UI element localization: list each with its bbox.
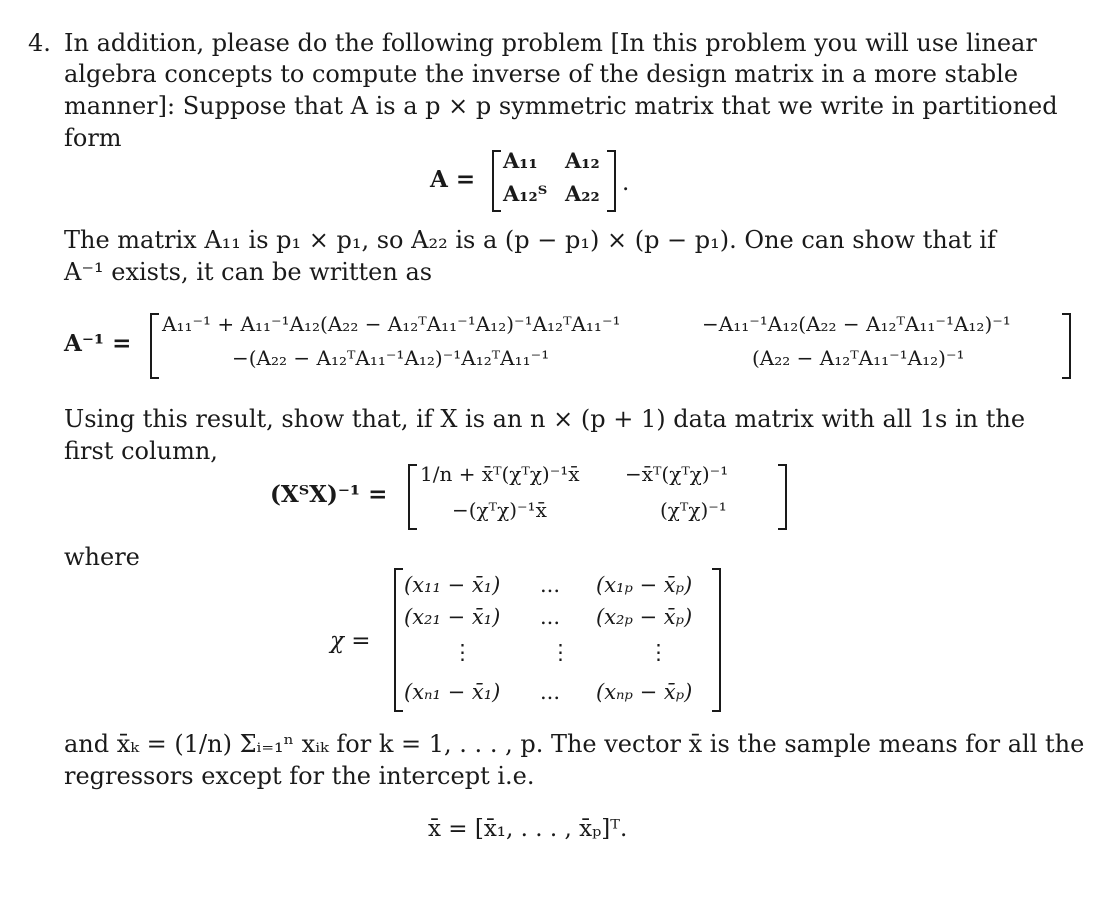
eq4-row2-col2: ... <box>540 605 561 629</box>
para2-line-1: The matrix A₁₁ is p₁ × p₁, so A₂₂ is a (p − p₁) × (p − p₁). One can show that if <box>64 226 996 254</box>
eq3-r2c1: −(χᵀχ)⁻¹x̄ <box>452 498 547 522</box>
para3-line-2: first column, <box>64 437 218 465</box>
eq1-left-bracket <box>492 150 501 212</box>
eq3-left-bracket <box>408 464 417 530</box>
eq4-left-bracket <box>394 568 403 712</box>
eq4-row3-col2: ⋮ <box>550 640 571 664</box>
problem-line-1: In addition, please do the following problem [In this problem you will use linear <box>64 29 1037 57</box>
eq4-row3-col1: ⋮ <box>452 640 473 664</box>
eq2-r2c2: (A₂₂ − A₁₂ᵀA₁₁⁻¹A₁₂)⁻¹ <box>752 346 965 370</box>
problem-number: 4. <box>28 29 51 57</box>
eq1-lhs: A = <box>430 166 476 193</box>
eq2-right-bracket <box>1062 313 1071 379</box>
eq4-row1-col2: ... <box>540 573 561 597</box>
eq1-a21: A₁₂ᵀ <box>503 181 548 206</box>
eq2-left-bracket <box>150 313 159 379</box>
eq1-a22: A₂₂ <box>565 181 600 206</box>
problem-line-4: form <box>64 124 122 152</box>
where-label: where <box>64 543 140 571</box>
eq4-row4-col1: (xₙ₁ − x̄₁) <box>404 680 501 704</box>
problem-line-3: manner]: Suppose that A is a p × p symmetric matrix that we write in partitioned <box>64 92 1058 120</box>
eq3-right-bracket <box>778 464 787 530</box>
eq3-lhs: (XᵀX)⁻¹ = <box>270 481 388 508</box>
eq4-row2-col1: (x₂₁ − x̄₁) <box>404 605 501 629</box>
eq1-a11: A₁₁ <box>503 148 538 173</box>
para4-line-2: regressors except for the intercept i.e. <box>64 762 535 790</box>
eq4-row4-col3: (xₙₚ − x̄ₚ) <box>596 680 693 704</box>
eq4-row1-col1: (x₁₁ − x̄₁) <box>404 573 501 597</box>
eq4-lhs: χ = <box>330 628 371 654</box>
eq4-row1-col3: (x₁ₚ − x̄ₚ) <box>596 573 693 597</box>
eq3-r1c2: −x̄ᵀ(χᵀχ)⁻¹ <box>625 462 729 486</box>
para4-line-1: and x̄ₖ = (1/n) Σᵢ₌₁ⁿ xᵢₖ for k = 1, . . . , p. The vector x̄ is the sample means for all the <box>64 730 1085 758</box>
eq2-r1c2: −A₁₁⁻¹A₁₂(A₂₂ − A₁₂ᵀA₁₁⁻¹A₁₂)⁻¹ <box>702 312 1011 336</box>
eq3-r1c1: 1/n + x̄ᵀ(χᵀχ)⁻¹x̄ <box>420 462 580 486</box>
problem-line-2: algebra concepts to compute the inverse of the design matrix in a more stable <box>64 60 1019 88</box>
eq4-row2-col3: (x₂ₚ − x̄ₚ) <box>596 605 693 629</box>
eq2-lhs: A⁻¹ = <box>64 330 132 357</box>
para2-line-2: A⁻¹ exists, it can be written as <box>64 258 433 286</box>
eq4-row4-col2: ... <box>540 680 561 704</box>
eq4-row3-col3: ⋮ <box>648 640 669 664</box>
eq2-r2c1: −(A₂₂ − A₁₂ᵀA₁₁⁻¹A₁₂)⁻¹A₁₂ᵀA₁₁⁻¹ <box>232 346 550 370</box>
eq2-r1c1: A₁₁⁻¹ + A₁₁⁻¹A₁₂(A₂₂ − A₁₂ᵀA₁₁⁻¹A₁₂)⁻¹A₁₂ᵀA₁₁⁻¹ <box>162 312 621 336</box>
eq1-right-bracket <box>607 150 616 212</box>
eq1-a12: A₁₂ <box>565 148 600 173</box>
eq3-r2c2: (χᵀχ)⁻¹ <box>660 498 727 522</box>
para3-line-1: Using this result, show that, if X is an n × (p + 1) data matrix with all 1s in the <box>64 405 1026 433</box>
equation-xbar-vector: x̄ = [x̄₁, . . . , x̄ₚ]ᵀ. <box>428 816 628 842</box>
eq1-period: . <box>622 170 630 196</box>
eq4-right-bracket <box>712 568 721 712</box>
